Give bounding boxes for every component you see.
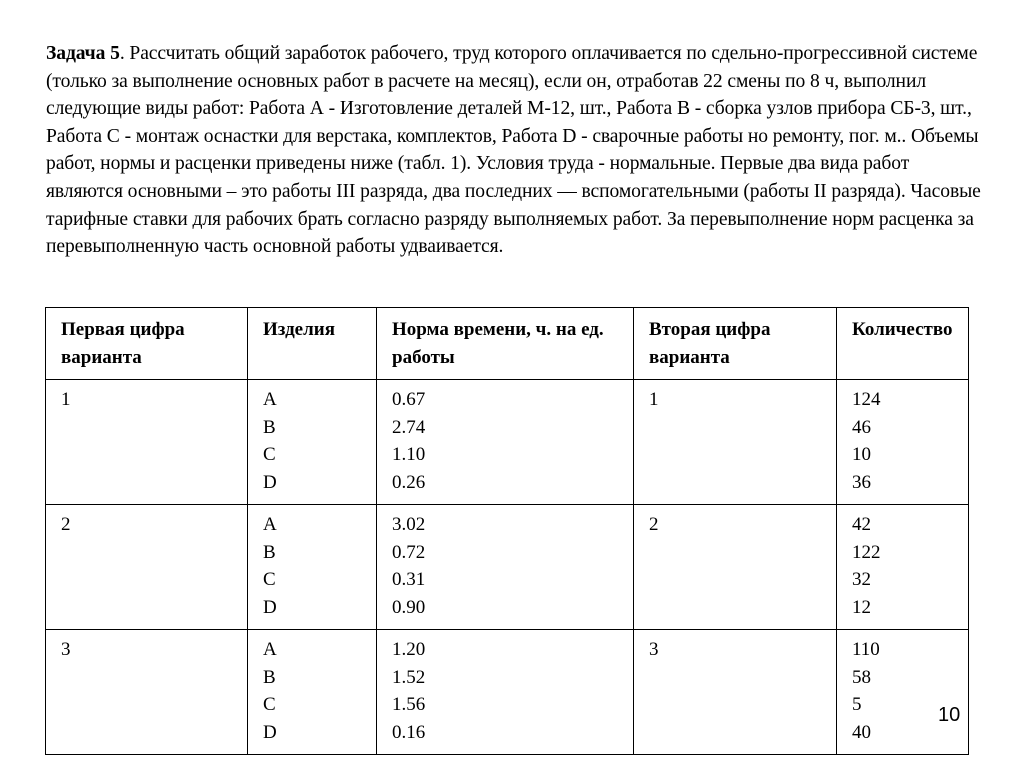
items-cell xyxy=(248,630,377,755)
item-label: A xyxy=(263,639,277,660)
item-label: A xyxy=(263,514,277,535)
second-digit-cell: 1 xyxy=(634,380,837,505)
header-first-digit: Первая цифра варианта xyxy=(46,308,248,380)
quantity-value: 46 xyxy=(852,416,871,438)
header-quantity: Количество xyxy=(837,308,969,380)
task-statement xyxy=(46,40,988,261)
table-row xyxy=(46,630,969,755)
header-second-digit: Вторая цифра варианта xyxy=(634,308,837,380)
items-cell xyxy=(248,380,377,505)
item-label: D xyxy=(263,596,277,618)
item-label: D xyxy=(263,721,277,743)
norm-value: 0.31 xyxy=(392,569,426,590)
variants-table xyxy=(45,307,969,755)
item-label: B xyxy=(263,541,276,563)
norm-value: 1.20 xyxy=(392,639,426,660)
quantity-value: 58 xyxy=(852,666,871,688)
second-digit-cell: 3 xyxy=(634,630,837,755)
table-header-row xyxy=(46,308,969,380)
item-label: C xyxy=(263,569,276,590)
item-label: C xyxy=(263,444,276,465)
second-digit-cell: 2 xyxy=(634,505,837,630)
norms-cell xyxy=(377,630,634,755)
item-label: D xyxy=(263,471,277,493)
task-heading: Задача 5 xyxy=(46,43,120,64)
table-row xyxy=(46,380,969,505)
item-label: B xyxy=(263,666,276,688)
header-items: Изделия xyxy=(248,308,377,380)
item-label: C xyxy=(263,694,276,715)
table-row xyxy=(46,505,969,630)
quantity-value: 5 xyxy=(852,694,862,715)
quantity-value: 122 xyxy=(852,541,881,563)
page-number: 10 xyxy=(938,704,961,726)
norm-value: 1.52 xyxy=(392,666,426,688)
quantity-value: 36 xyxy=(852,471,871,493)
first-digit-cell: 2 xyxy=(46,505,248,630)
norm-value: 3.02 xyxy=(392,514,426,535)
norm-value: 0.72 xyxy=(392,541,426,563)
quantity-value: 32 xyxy=(852,569,871,590)
quantity-value: 124 xyxy=(852,389,881,410)
quantity-value: 40 xyxy=(852,721,871,743)
first-digit-cell: 3 xyxy=(46,630,248,755)
quantities-cell xyxy=(837,380,969,505)
norm-value: 1.56 xyxy=(392,694,426,715)
quantity-value: 42 xyxy=(852,514,871,535)
task-text: . Рассчитать общий заработок рабочего, труд которого оплачивается по сдельно-прогрессивной системе (только за выполнение основных работ в расчете на месяц), если он, отработав 22 смены по 8 ч, выполнил следующие виды работ: Работа А - Изготовление деталей М-12, шт., Работа В - сборка узлов прибора СБ-3, шт., Работа С - монтаж оснастки для верстака, комплектов, Работа D - сварочные работы но ремонту, пог. м.. Объемы работ, нормы и расценки приведены ниже (табл. 1). Условия труда - нормальные. Первые два вида работ являются основными – это работы III разряда, два последних — вспомогательными (работы II разряда). Часовые тарифные ставки для рабочих брать согласно разряду выполняемых работ. За перевыполнение норм расценка за перевыполненную часть основной работы удваивается. xyxy=(46,43,981,258)
item-label: A xyxy=(263,389,277,410)
norms-cell xyxy=(377,505,634,630)
first-digit-cell: 1 xyxy=(46,380,248,505)
quantity-value: 10 xyxy=(852,444,871,465)
norm-value: 2.74 xyxy=(392,416,426,438)
header-time-norm: Норма времени, ч. на ед. работы xyxy=(377,308,634,380)
quantities-cell xyxy=(837,630,969,755)
quantities-cell xyxy=(837,505,969,630)
items-cell xyxy=(248,505,377,630)
quantity-value: 110 xyxy=(852,639,880,660)
norms-cell xyxy=(377,380,634,505)
norm-value: 0.67 xyxy=(392,389,426,410)
norm-value: 0.26 xyxy=(392,471,426,493)
item-label: B xyxy=(263,416,276,438)
norm-value: 0.90 xyxy=(392,596,426,618)
quantity-value: 12 xyxy=(852,596,871,618)
norm-value: 0.16 xyxy=(392,721,426,743)
norm-value: 1.10 xyxy=(392,444,426,465)
